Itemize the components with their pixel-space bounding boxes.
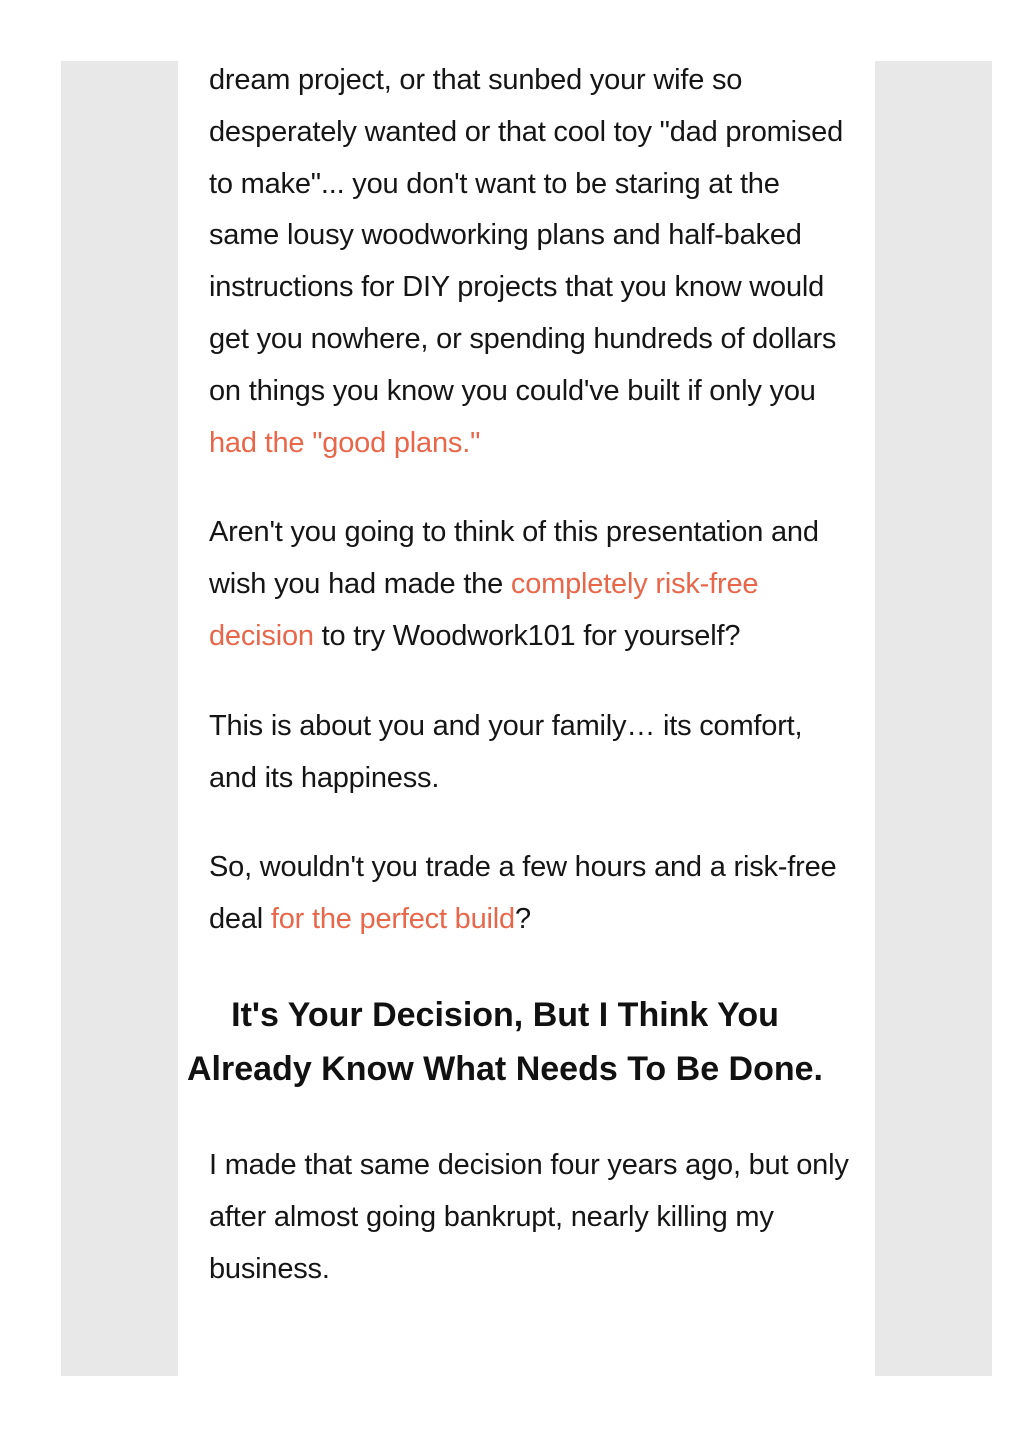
article-body (187, 55, 849, 1295)
perfect-build-highlight: for the perfect build (270, 903, 515, 936)
right-side-panel (875, 61, 992, 1376)
paragraph-decision (209, 507, 849, 662)
paragraph-family: This is about you and your family… its comfort, and its happiness. (209, 709, 803, 794)
left-side-panel (61, 61, 178, 1376)
good-plans-highlight: had the "good plans." (209, 426, 481, 459)
paragraph-decision-after: to try Woodwork101 for yourself? (313, 619, 741, 652)
paragraph-story: I made that same decision four years ago, but only after almost going bankrupt, nearly killing my business. (209, 1148, 849, 1285)
paragraph-trade-before: So, wouldn't you trade a few hours and a risk-free deal (209, 851, 837, 936)
risk-free-highlight: completely risk-free decision (209, 568, 759, 652)
paragraph-plans-text: dream project, or that sunbed your wife so desperately wanted or that cool toy "dad promised to make"... you don't want to be staring at the same lousy woodworking plans and half-baked instructions for DIY projects that you know would get you nowhere, or spending hundreds of dollars on things you know you could've built if only you (209, 64, 844, 407)
paragraph-decision-before: Aren't you going to think of this presentation and wish you had made the (209, 516, 819, 601)
section-headline: It's Your Decision, But I Think You Already Know What Needs To Be Done. (187, 995, 824, 1088)
paragraph-trade-after: ? (514, 903, 531, 936)
paragraph-plans (209, 55, 849, 469)
paragraph-trade (209, 842, 849, 946)
